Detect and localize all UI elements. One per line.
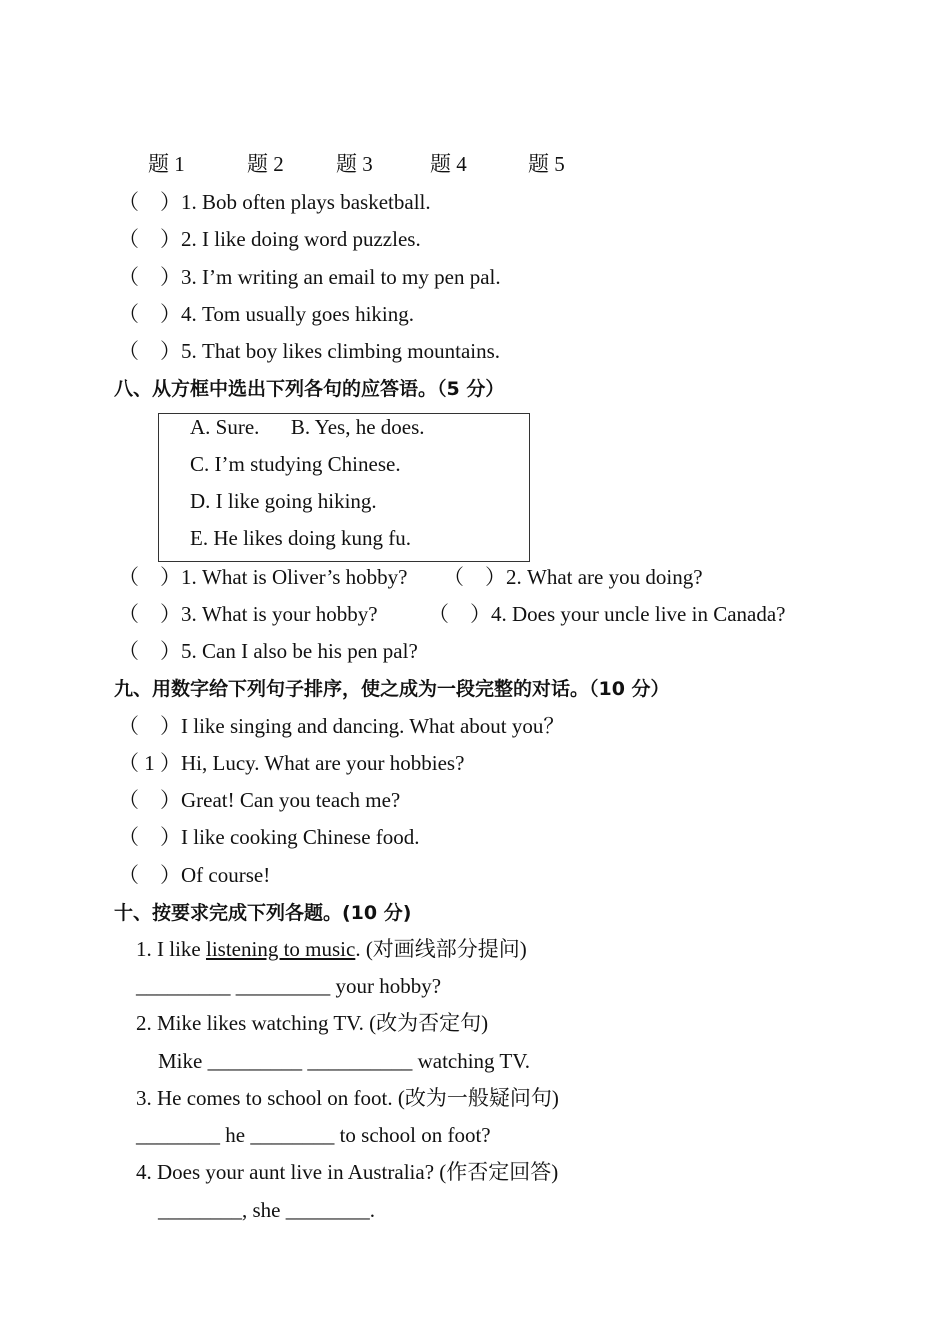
section9-item-4: （ ）I like cooking Chinese food. — [118, 825, 420, 849]
section8-question-3: （ ）3. What is your hobby? — [118, 602, 378, 626]
section8-title: 八、从方框中选出下列各句的应答语。（5 分） — [114, 378, 505, 400]
section10-answer-4: ________, she ________. — [158, 1198, 375, 1222]
section7-item-5: （ ）5. That boy likes climbing mountains. — [118, 339, 501, 363]
section10-question-2: 2. Mike likes watching TV. (改为否定句) — [136, 1011, 489, 1035]
section7-item-3: （ ）3. I’m writing an email to my pen pal. — [118, 265, 501, 289]
section8-question-5: （ ）5. Can I also be his pen pal? — [118, 639, 418, 663]
section9-item-3: （ ）Great! Can you teach me? — [118, 788, 401, 812]
section10-answer-1: _________ _________ your hobby? — [136, 974, 442, 998]
section10-answer-3: ________ he ________ to school on foot? — [136, 1123, 491, 1147]
section9-item-5: （ ）Of course! — [118, 863, 271, 887]
section10-question-1 — [136, 936, 527, 962]
section10-question-4: 4. Does your aunt live in Australia? (作否定回答) — [136, 1160, 559, 1184]
section9-title: 九、用数字给下列句子排序，使之成为一段完整的对话。（10 分） — [114, 678, 670, 700]
picture-label-1: 题 1 — [148, 152, 185, 176]
q1-suffix: . (对画线部分提问) — [355, 937, 527, 961]
section10-answer-2: Mike _________ __________ watching TV. — [158, 1049, 530, 1073]
option-a-b: A. Sure. B. Yes, he does. — [190, 415, 425, 439]
section8-question-4: （ ）4. Does your uncle live in Canada? — [428, 602, 786, 626]
section9-item-1: （ ）I like singing and dancing. What about you？ — [118, 714, 565, 738]
section8-question-1: （ ）1. What is Oliver’s hobby? — [118, 565, 408, 589]
section10-question-3: 3. He comes to school on foot. (改为一般疑问句) — [136, 1086, 559, 1110]
section10-title: 十、按要求完成下列各题。(10 分) — [114, 902, 412, 924]
section8-question-2: （ ）2. What are you doing? — [443, 565, 703, 589]
picture-label-2: 题 2 — [247, 152, 284, 176]
option-d: D. I like going hiking. — [190, 489, 377, 513]
option-e: E. He likes doing kung fu. — [190, 526, 412, 550]
q1-underlined-phrase: listening to music — [205, 937, 356, 961]
section7-item-2: （ ）2. I like doing word puzzles. — [118, 227, 421, 251]
picture-label-4: 题 4 — [430, 152, 467, 176]
q1-prefix: 1. I like — [136, 937, 206, 961]
section7-item-1: （ ）1. Bob often plays basketball. — [118, 190, 431, 214]
picture-label-3: 题 3 — [336, 152, 373, 176]
option-c: C. I’m studying Chinese. — [190, 452, 401, 476]
section7-item-4: （ ）4. Tom usually goes hiking. — [118, 302, 415, 326]
picture-label-5: 题 5 — [528, 152, 565, 176]
section9-item-2: （ 1 ）Hi, Lucy. What are your hobbies? — [118, 751, 465, 775]
